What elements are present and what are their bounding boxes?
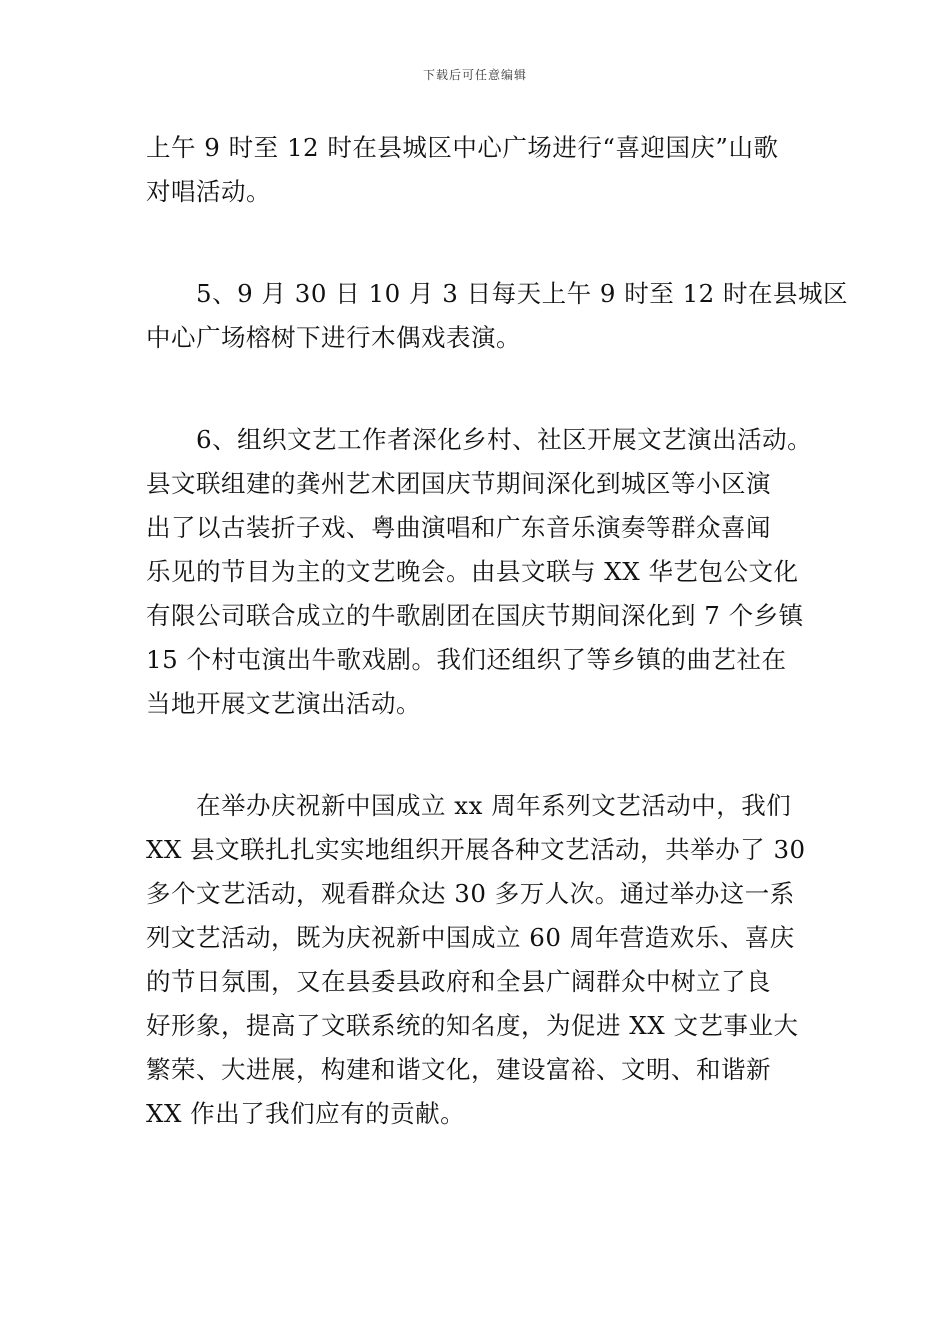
document-body <box>146 126 849 1136</box>
paragraph-2 <box>146 272 849 360</box>
paragraph-line: 15 个村屯演出牛歌戏剧。我们还组织了等乡镇的曲艺社在 <box>146 645 787 674</box>
paragraph-3 <box>146 418 813 726</box>
paragraph-line: 当地开展文艺演出活动。 <box>146 689 421 718</box>
paragraph-line: 对唱活动。 <box>146 177 271 206</box>
paragraph-line: 上午 9 时至 12 时在县城区中心广场进行“喜迎国庆”山歌 <box>146 133 779 162</box>
paragraph-4 <box>146 784 810 1136</box>
paragraph-line: 6、组织文艺工作者深化乡村、社区开展文艺演出活动。 <box>196 425 813 454</box>
paragraph-line: 多个文艺活动，观看群众达 30 多万人次。通过举办这一系 <box>146 879 795 908</box>
paragraph-line: 5、9 月 30 日 10 月 3 日每天上午 9 时至 12 时在县城区 <box>196 279 849 308</box>
page-header: 下载后可任意编辑 <box>422 68 527 82</box>
paragraph-line: 出了以古装折子戏、粤曲演唱和广东音乐演奏等群众喜闻 <box>146 513 771 542</box>
paragraph-line: 中心广场榕树下进行木偶戏表演。 <box>146 323 521 352</box>
paragraph-line: 乐见的节目为主的文艺晚会。由县文联与 XX 华艺包公文化 <box>146 557 799 586</box>
paragraph-1 <box>146 126 810 214</box>
paragraph-line: XX 县文联扎扎实实地组织开展各种文艺活动，共举办了 30 <box>146 835 806 864</box>
paragraph-line: 好形象，提高了文联系统的知名度，为促进 XX 文艺事业大 <box>146 1011 799 1040</box>
paragraph-line: XX 作出了我们应有的贡献。 <box>146 1099 466 1128</box>
paragraph-line: 在举办庆祝新中国成立 xx 周年系列文艺活动中，我们 <box>196 791 792 820</box>
paragraph-line: 县文联组建的龚州艺术团国庆节期间深化到城区等小区演 <box>146 469 771 498</box>
paragraph-line: 有限公司联合成立的牛歌剧团在国庆节期间深化到 7 个乡镇 <box>146 601 804 630</box>
paragraph-line: 的节日氛围，又在县委县政府和全县广阔群众中树立了良 <box>146 967 771 996</box>
paragraph-line: 列文艺活动，既为庆祝新中国成立 60 周年营造欢乐、喜庆 <box>146 923 795 952</box>
paragraph-line: 繁荣、大进展，构建和谐文化，建设富裕、文明、和谐新 <box>146 1055 771 1084</box>
